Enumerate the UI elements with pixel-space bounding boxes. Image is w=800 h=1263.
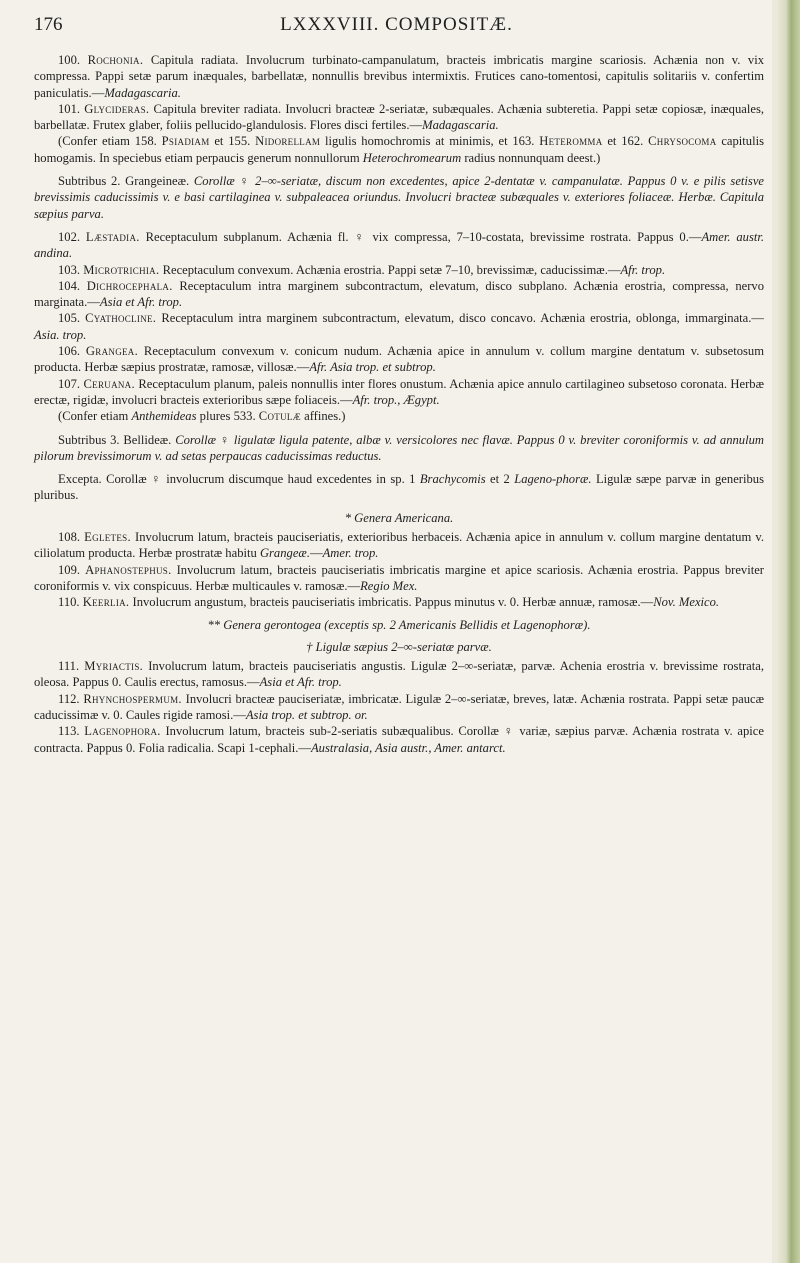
genus-number: 103.: [58, 262, 84, 277]
genus-name: Læstadia.: [85, 229, 140, 244]
note-text: radius nonnunquam deest.): [461, 150, 601, 165]
page-edge-shadow: [778, 0, 800, 1263]
subsection-heading-ligulae: [34, 639, 764, 655]
genus-description: Involucrum latum, bracteis pauciseriatis, exterioribus herbaceis. Achænia apice in annulum v. collum margine dentatum v. ciliolatum producta. Herbæ prostratæ habitu: [34, 530, 765, 561]
subtribe-3-bellideae: [34, 432, 764, 465]
genus-name: Lagenophora.: [84, 724, 161, 739]
genus-ref: Heterommа: [539, 134, 603, 149]
genus-109-aphanostephus: [34, 562, 764, 595]
genus-name: Rochonia.: [87, 53, 144, 67]
genus-106-grangea: [34, 343, 764, 376]
note-text: et 2: [485, 472, 515, 487]
genus-description: Receptaculum planum, paleis nonnullis inter flores onustum. Achænia apice annulo cartilagineo subsetoso coronata. Herbæ erectæ, rigidæ, involucri bracteis exterioribus sæpe foliaceis.—: [34, 376, 765, 407]
genus-description: Involucri bracteæ pauciseriatæ, imbricatæ. Ligulæ 2–∞-seriatæ, breves, latæ. Achænia rostrata. Pappi setæ paucæ caducissimæ v. 0. Caules rigide ramosi.—: [34, 691, 764, 722]
note-text: (Confer etiam 158.: [58, 134, 162, 149]
genus-description: Involucrum latum, bracteis sub-2-seriatis subæqualibus. Corollæ ♀ variæ, sæpius parvæ. Achænia rostrata v. apice contracta. Pappus 0. Folia radicalia. Scapi 1-cephali.—: [34, 724, 764, 755]
page-number: 176: [34, 14, 63, 35]
genus-locality: Afr. Asia trop. et subtrop.: [309, 360, 436, 375]
genus-number: 107.: [58, 376, 84, 391]
genus-locality: Asia. trop.: [34, 327, 87, 342]
genus-105-cyathocline: [34, 310, 764, 343]
genus-ref: Psiadiam: [161, 134, 210, 149]
subtribe-2-grangeineae: [34, 173, 764, 222]
genus-103-microtrichia: [34, 262, 764, 278]
genus-description: Receptaculum subplanum. Achænia fl. ♀ vix compressa, 7–10-costata, brevissime rostrata. Pappus 0.—: [139, 229, 702, 244]
genus-102-laestadia: [34, 229, 764, 262]
genus-ref: Grangeæ.: [259, 546, 310, 561]
genus-locality: Australasia, Asia austr., Amer. antarct.: [310, 740, 506, 755]
subtribe-heading: Subtribus 2. Grangeineæ.: [58, 174, 194, 189]
note-text: plures 533.: [196, 409, 259, 424]
note-text: ligulis homochromis at minimis, et 163.: [320, 134, 540, 149]
genus-description: Capitula radiata. Involucrum turbinato-campanulatum, bracteis imbricatis margine scariosis. Achænia non v. vix compressa. Pappi setæ parum inæquales, barbellatæ, nonnullis brevibus intermixtis. Frutices cano-tomentosi, capitulis solitariis v. confertim paniculatis.—: [34, 53, 764, 100]
section-heading-gerontogea: [34, 617, 764, 633]
genus-name: Grangea.: [85, 344, 139, 359]
genus-104-dichrocephala: [34, 278, 764, 311]
genus-name: Microtrichia.: [83, 262, 160, 277]
genus-number: 104.: [58, 278, 87, 293]
section-heading-text: * Genera Americana.: [344, 510, 454, 525]
genus-112-rhynchospermum: [34, 691, 764, 724]
running-header: [34, 14, 759, 40]
genus-number: 105.: [58, 311, 86, 326]
genus-locality: Amer. trop.: [322, 546, 379, 561]
genus-number: 109.: [58, 562, 86, 577]
genus-name: Aphanostephus.: [85, 562, 172, 577]
confer-note-2: [34, 408, 764, 424]
group-ref: Anthemideas: [131, 409, 197, 424]
genus-locality: Asia et Afr. trop.: [99, 295, 183, 310]
genus-ref: Cotulæ: [258, 409, 301, 424]
genus-name: Glycideras.: [84, 101, 150, 116]
genus-description: Receptaculum convexum. Achænia erostria. Pappi setæ 7–10, brevissimæ, caducissimæ.—: [159, 262, 621, 277]
genus-110-keerlia: [34, 594, 764, 610]
note-text: Excepta. Corollæ ♀ involucrum discumque haud excedentes in sp. 1: [58, 472, 420, 487]
genus-number: 111.: [58, 659, 85, 674]
subtribe-description: Corollæ ♀ 2–∞-seriatæ, discum non excedentes, apice 2-dentatæ v. campanulatæ. Pappus 0 v. e pilis setisve brevissimis caducissimis v. e basi cartilaginea v. subpaleacea oriundus. Involucri bracteæ subæquales v. exteriores foliaceæ. Herbæ. Capitula sæpius parva.: [34, 174, 764, 221]
note-text: (Confer etiam: [58, 409, 132, 424]
genus-description: Receptaculum intra marginem subcontractum, elevatum, disco subplano. Achænia erostria, compressa, nervo marginata.—: [34, 278, 764, 310]
genus-number: 108.: [58, 530, 85, 545]
note-text: affines.): [300, 409, 346, 424]
subtribe-heading: Subtribus 3. Bellideæ.: [58, 432, 176, 447]
genus-name: Egletes.: [84, 530, 131, 545]
genus-number: 112.: [58, 691, 84, 706]
genus-111-myriactis: [34, 658, 764, 691]
genus-108-egletes: [34, 529, 764, 562]
section-heading-americana: [34, 510, 764, 526]
genus-name: Cyathocline.: [85, 311, 157, 326]
genus-number: 106.: [58, 344, 86, 359]
genus-name: Dichrocephala.: [86, 278, 173, 293]
section-heading-text: † Ligulæ sæpius 2–∞-seriatæ parvæ.: [306, 639, 492, 654]
genus-locality: Asia trop. et subtrop. or.: [245, 707, 368, 722]
note-text: et 162.: [602, 134, 649, 149]
note-text: et 155.: [209, 134, 256, 149]
running-title: LXXXVIII. COMPOSITÆ.: [280, 14, 513, 35]
genus-number: 113.: [58, 724, 85, 739]
genus-locality: Madagascaria.: [104, 85, 181, 100]
genus-101-glycideras: [34, 101, 764, 134]
genus-ref: Chrysocoma: [648, 134, 717, 149]
page-edge-margin: [772, 0, 778, 1263]
genus-107-ceruana: [34, 376, 764, 409]
genus-description: Involucrum latum, bracteis pauciseriatis angustis. Ligulæ 2–∞-seriatæ, parvæ. Achenia erostria v. brevissime rostrata, oleosa. Pappus 0. Caulis erectus, ramosus.—: [34, 659, 764, 690]
genus-name: Ceruana.: [83, 376, 135, 391]
text-body: [34, 52, 764, 756]
genus-locality: Nov. Mexico.: [653, 595, 720, 610]
section-heading-text: ** Genera gerontogea (exceptis sp. 2 Americanis Bellidis et Lagenophoræ).: [207, 617, 591, 632]
genus-ref: Brachycomis: [419, 472, 486, 487]
genus-ref: Lageno-phoræ.: [514, 472, 592, 487]
genus-number: 102.: [58, 229, 86, 244]
genus-number: 101.: [58, 101, 85, 116]
genus-locality: Madagascaria.: [422, 118, 499, 133]
note-text: capitulis homogamis. In speciebus etiam perpaucis generum nonnullorum: [34, 134, 764, 165]
genus-locality: Asia et Afr. trop.: [259, 675, 342, 690]
genus-description: Involucrum latum, bracteis pauciseriatis imbricatis margine et apice scariosis. Achænia erostria. Pappus breviter coroniformis v. vix conspicuus. Herbæ multicaules v. ramosæ.—: [34, 562, 765, 593]
genus-number: 110.: [58, 595, 83, 610]
genus-description: Capitula breviter radiata. Involucri bracteæ 2-seriatæ, subæquales. Achænia subteretia. Pappi setæ copiosæ, inæquales, barbellatæ. Frutex glaber, foliis pellucido-glandulosis. Flores disci fertiles.—: [34, 101, 764, 133]
genus-name: Myriactis.: [84, 659, 144, 674]
genus-100-rochonia: [34, 52, 764, 101]
confer-note-1: [34, 133, 764, 166]
genus-description: Receptaculum convexum v. conicum nudum. Achænia apice in annulum v. collum margine dentatum v. subsetosum producta. Herbæ sæpius prostratæ, ramosæ, villosæ.—: [34, 344, 764, 375]
note-text: Ligulæ sæpe parvæ in generibus pluribus.: [34, 472, 764, 503]
genus-113-lagenophora: [34, 723, 764, 756]
group-ref: Heterochromearum: [362, 150, 462, 165]
dash: —: [309, 546, 323, 561]
excepta-note: [34, 471, 764, 504]
genus-description: Receptaculum intra marginem subcontractum, elevatum, disco concavo. Achænia erostria, oblonga, immarginata.—: [156, 311, 764, 326]
genus-locality: Afr. trop.: [620, 262, 666, 277]
genus-ref: Nidorellam: [255, 134, 321, 149]
subtribe-description: Corollæ ♀ ligulatæ ligula patente, albæ v. versicolores nec flavæ. Pappus 0 v. breviter coroniformis v. ad annulum pilorum brevissimorum v. ad setas perpaucas caducissimas reductus.: [34, 432, 764, 463]
genus-name: Keerlia.: [82, 595, 130, 610]
genus-number: 100.: [58, 53, 88, 67]
genus-name: Rhynchospermum.: [83, 691, 182, 706]
genus-locality: Regio Mex.: [360, 578, 418, 593]
genus-locality: Amer. austr. andina.: [34, 229, 764, 261]
genus-locality: Afr. trop., Ægypt.: [352, 392, 440, 407]
genus-description: Involucrum angustum, bracteis pauciseriatis imbricatis. Pappus minutus v. 0. Herbæ annuæ, ramosæ.—: [129, 595, 654, 610]
